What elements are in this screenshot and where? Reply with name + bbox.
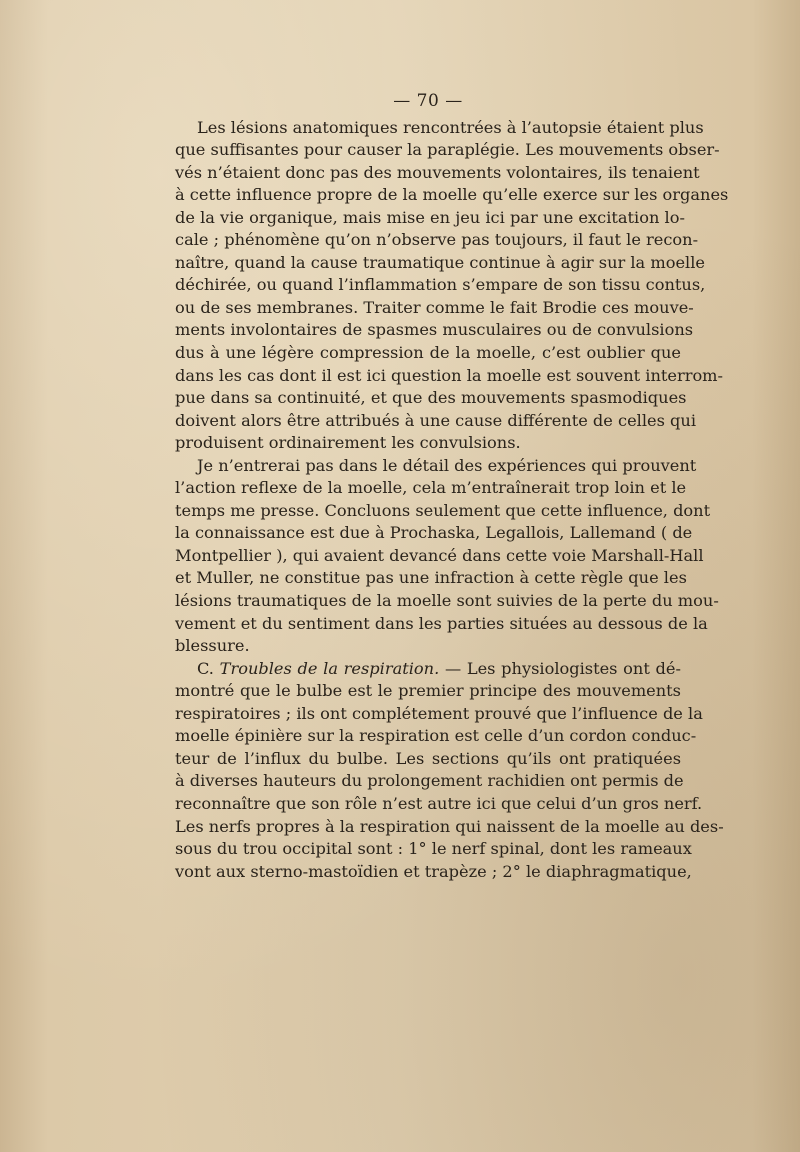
text-line: pue dans sa continuité, et que des mouvements spasmodiques [175,388,687,408]
text-line: teur de l’influx du bulbe. Les sections qu’ils ont pratiquées [175,748,681,768]
text-line: cale ; phénomène qu’on n’observe pas toujours, il faut le recon- [175,230,699,250]
paragraph-3 [175,658,724,883]
text-line: dus à une légère compression de la moelle, c’est oublier que [175,343,681,363]
text-line: ou de ses membranes. Traiter comme le fait Brodie ces mouve- [175,297,694,317]
text-line: reconnaître que son rôle n’est autre ici que celui d’un gros nerf. [175,793,703,813]
page-number: — 70 — [393,91,463,111]
text-line: respiratoires ; ils ont complétement prouvé que l’influence de la [175,703,703,723]
text-block [175,90,729,883]
text-line: vont aux sterno-mastoïdien et trapèze ; 2° le diaphragmatique, [175,861,692,881]
text-line: dans les cas dont il est ici question la moelle est souvent interrom- [175,365,724,385]
text-line: Montpellier ), qui avaient devancé dans cette voie Marshall-Hall [175,545,704,565]
text-line: moelle épinière sur la respiration est celle d’un cordon conduc- [175,726,697,746]
section-heading-rest: — Les physiologistes ont dé- [444,658,681,678]
text-line: Je n’entrerai pas dans le détail des expériences qui prouvent [197,455,697,475]
text-line: et Muller, ne constitue pas une infraction à cette règle que les [175,568,687,588]
text-line: l’action reflexe de la moelle, cela m’entraînerait trop loin et le [175,478,687,498]
text-line: la connaissance est due à Prochaska, Legallois, Lallemand ( de [175,523,693,543]
text-line: déchirée, ou quand l’inflammation s’empare de son tissu contus, [175,275,706,295]
text-line: Les nerfs propres à la respiration qui naissent de la moelle au des- [175,816,724,836]
text-line: vement et du sentiment dans les parties situées au dessous de la [175,613,708,633]
text-line: vés n’étaient donc pas des mouvements volontaires, ils tenaient [175,162,700,182]
paragraph-2 [175,455,719,658]
text-line: naître, quand la cause traumatique continue à agir sur la moelle [175,252,705,272]
text-line: Les lésions anatomiques rencontrées à l’autopsie étaient plus [197,117,704,137]
text-line: doivent alors être attribués à une cause différente de celles qui [175,410,697,430]
text-line: de la vie organique, mais mise en jeu ici par une excitation lo- [175,207,685,227]
text-line: sous du trou occipital sont : 1° le nerf spinal, dont les rameaux [175,839,692,859]
text-line: produisent ordinairement les convulsions. [175,433,521,453]
text-line: à cette influence propre de la moelle qu’elle exerce sur les organes [175,185,729,205]
section-heading: Troubles de la respiration. [219,658,440,678]
text-line: ments involontaires de spasmes musculaires ou de convulsions [175,320,694,340]
section-heading-line [175,658,681,681]
paragraph-1 [175,117,729,455]
text-line: temps me presse. Concluons seulement que cette influence, dont [175,500,711,520]
section-letter: C. [197,658,214,678]
text-line: blessure. [175,636,250,656]
text-line: à diverses hauteurs du prolongement rachidien ont permis de [175,771,684,791]
text-line: que suffisantes pour causer la paraplégie. Les mouvements obser- [175,140,720,160]
text-line: montré que le bulbe est le premier principe des mouvements [175,681,681,701]
text-line: lésions traumatiques de la moelle sont suivies de la perte du mou- [175,591,719,611]
